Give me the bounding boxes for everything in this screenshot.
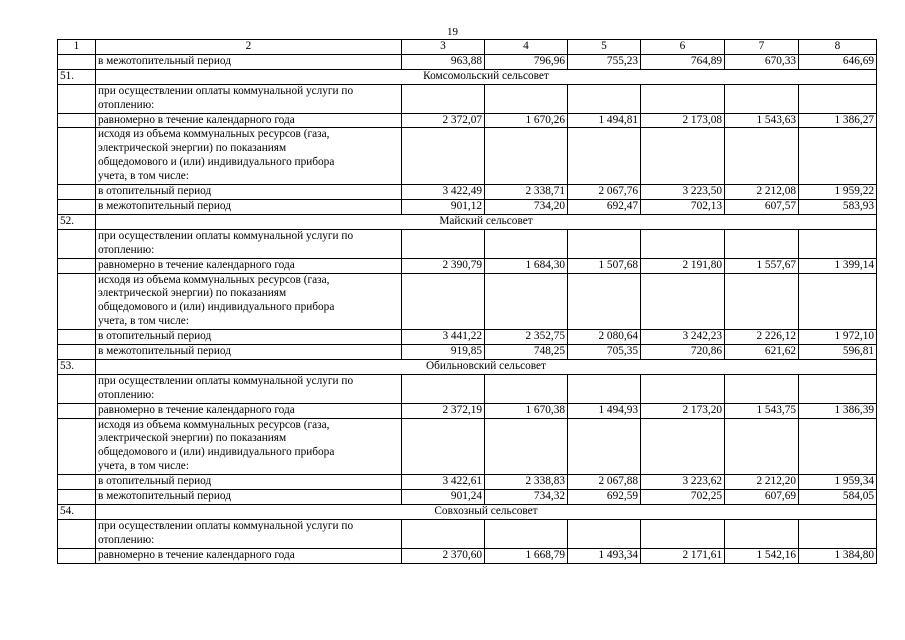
value-cell: 919,85	[402, 345, 485, 360]
empty-cell	[799, 229, 877, 258]
label-line: при осуществлении оплаты коммунальной услуги по	[98, 374, 354, 387]
section-title: Майский сельсовет	[96, 214, 877, 229]
empty-cell	[58, 330, 96, 345]
value-cell: 692,59	[568, 490, 641, 505]
value-cell: 646,69	[799, 54, 877, 69]
value-cell: 734,20	[485, 199, 568, 214]
value-cell: 705,35	[568, 345, 641, 360]
value-cell: 720,86	[641, 345, 725, 360]
label-line: отоплению:	[98, 533, 155, 546]
section-title: Комсомольский сельсовет	[96, 69, 877, 84]
value-cell: 1 386,27	[799, 113, 877, 128]
value-cell: 963,88	[402, 54, 485, 69]
empty-cell	[58, 418, 96, 475]
table-row	[58, 374, 877, 403]
empty-cell	[568, 519, 641, 548]
value-cell: 2 067,88	[568, 475, 641, 490]
value-cell: 1 557,67	[725, 258, 799, 273]
empty-cell	[402, 229, 485, 258]
value-cell: 1 494,93	[568, 403, 641, 418]
empty-cell	[641, 84, 725, 113]
section-number: 53.	[58, 359, 96, 374]
column-header: 4	[485, 40, 568, 55]
table-row	[58, 113, 877, 128]
tariff-table	[57, 39, 877, 564]
table-body	[58, 40, 877, 564]
empty-cell	[58, 229, 96, 258]
value-cell: 2 080,64	[568, 330, 641, 345]
empty-cell	[725, 229, 799, 258]
empty-cell	[58, 345, 96, 360]
empty-cell	[58, 374, 96, 403]
value-cell: 1 384,80	[799, 548, 877, 563]
table-row	[58, 273, 877, 330]
value-cell: 901,24	[402, 490, 485, 505]
empty-cell	[402, 418, 485, 475]
empty-cell	[485, 418, 568, 475]
column-header: 2	[96, 40, 402, 55]
label-line: отоплению:	[98, 243, 155, 256]
empty-cell	[485, 519, 568, 548]
header-row	[58, 40, 877, 55]
value-cell: 670,33	[725, 54, 799, 69]
empty-cell	[568, 374, 641, 403]
row-label: равномерно в течение календарного года	[96, 113, 402, 128]
row-label	[96, 273, 402, 330]
value-cell: 1 507,68	[568, 258, 641, 273]
row-label	[96, 229, 402, 258]
row-label	[96, 374, 402, 403]
value-cell: 1 959,34	[799, 475, 877, 490]
table-row	[58, 403, 877, 418]
table-row	[58, 548, 877, 563]
empty-cell	[58, 475, 96, 490]
empty-cell	[58, 113, 96, 128]
empty-cell	[799, 418, 877, 475]
empty-cell	[58, 548, 96, 563]
row-label: в отопительный период	[96, 185, 402, 200]
label-line: отоплению:	[98, 98, 155, 111]
empty-cell	[402, 128, 485, 185]
empty-cell	[485, 273, 568, 330]
value-cell: 1 684,30	[485, 258, 568, 273]
row-label: в отопительный период	[96, 330, 402, 345]
value-cell: 607,57	[725, 199, 799, 214]
empty-cell	[641, 418, 725, 475]
value-cell: 3 422,49	[402, 185, 485, 200]
section-header-row	[58, 359, 877, 374]
value-cell: 3 441,22	[402, 330, 485, 345]
empty-cell	[568, 128, 641, 185]
empty-cell	[725, 519, 799, 548]
row-label: в межотопительный период	[96, 490, 402, 505]
section-number: 52.	[58, 214, 96, 229]
page-number: 19	[447, 26, 458, 38]
value-cell: 2 171,61	[641, 548, 725, 563]
label-line: при осуществлении оплаты коммунальной услуги по	[98, 519, 354, 532]
empty-cell	[641, 128, 725, 185]
label-line: учета, в том числе:	[98, 315, 189, 328]
value-cell: 1 543,63	[725, 113, 799, 128]
row-label: равномерно в течение календарного года	[96, 548, 402, 563]
empty-cell	[402, 273, 485, 330]
empty-cell	[641, 229, 725, 258]
section-number: 51.	[58, 69, 96, 84]
empty-cell	[641, 273, 725, 330]
value-cell: 3 422,61	[402, 475, 485, 490]
empty-cell	[725, 374, 799, 403]
label-line: электрической энергии) по показаниям	[98, 432, 287, 445]
row-label	[96, 519, 402, 548]
row-label: в межотопительный период	[96, 345, 402, 360]
value-cell: 1 668,79	[485, 548, 568, 563]
row-label	[96, 418, 402, 475]
empty-cell	[799, 374, 877, 403]
empty-cell	[402, 519, 485, 548]
table-row	[58, 84, 877, 113]
label-line: электрической энергии) по показаниям	[98, 142, 287, 155]
section-header-row	[58, 69, 877, 84]
value-cell: 2 173,08	[641, 113, 725, 128]
value-cell: 1 543,75	[725, 403, 799, 418]
value-cell: 2 372,19	[402, 403, 485, 418]
table-row	[58, 185, 877, 200]
empty-cell	[58, 403, 96, 418]
empty-cell	[799, 84, 877, 113]
table-row	[58, 345, 877, 360]
value-cell: 2 212,08	[725, 185, 799, 200]
empty-cell	[58, 273, 96, 330]
column-header: 1	[58, 40, 96, 55]
table-row	[58, 418, 877, 475]
empty-cell	[568, 229, 641, 258]
section-title: Совхозный сельсовет	[96, 505, 877, 520]
empty-cell	[799, 128, 877, 185]
value-cell: 764,89	[641, 54, 725, 69]
value-cell: 2 191,80	[641, 258, 725, 273]
column-header: 6	[641, 40, 725, 55]
label-line: общедомового и (или) индивидуального прибора	[98, 301, 335, 314]
label-line: при осуществлении оплаты коммунальной услуги по	[98, 84, 354, 97]
empty-cell	[725, 273, 799, 330]
empty-cell	[485, 229, 568, 258]
section-header-row	[58, 214, 877, 229]
table-row	[58, 128, 877, 185]
table-row	[58, 199, 877, 214]
value-cell: 2 173,20	[641, 403, 725, 418]
value-cell: 702,13	[641, 199, 725, 214]
value-cell: 1 959,22	[799, 185, 877, 200]
value-cell: 2 212,20	[725, 475, 799, 490]
row-label: равномерно в течение календарного года	[96, 258, 402, 273]
empty-cell	[402, 84, 485, 113]
row-label: в межотопительный период	[96, 54, 402, 69]
label-line: учета, в том числе:	[98, 460, 189, 473]
table-row	[58, 519, 877, 548]
value-cell: 584,05	[799, 490, 877, 505]
label-line: исходя из объема коммунальных ресурсов (газа,	[98, 418, 330, 431]
label-line: общедомового и (или) индивидуального прибора	[98, 446, 335, 459]
value-cell: 734,32	[485, 490, 568, 505]
empty-cell	[58, 519, 96, 548]
label-line: исходя из объема коммунальных ресурсов (газа,	[98, 273, 330, 286]
label-line: при осуществлении оплаты коммунальной услуги по	[98, 229, 354, 242]
value-cell: 607,69	[725, 490, 799, 505]
value-cell: 621,62	[725, 345, 799, 360]
value-cell: 1 493,34	[568, 548, 641, 563]
value-cell: 2 338,71	[485, 185, 568, 200]
value-cell: 583,93	[799, 199, 877, 214]
section-header-row	[58, 505, 877, 520]
empty-cell	[58, 490, 96, 505]
value-cell: 796,96	[485, 54, 568, 69]
label-line: исходя из объема коммунальных ресурсов (газа,	[98, 128, 330, 141]
empty-cell	[58, 199, 96, 214]
value-cell: 1 542,16	[725, 548, 799, 563]
value-cell: 2 338,83	[485, 475, 568, 490]
value-cell: 596,81	[799, 345, 877, 360]
empty-cell	[485, 128, 568, 185]
empty-cell	[641, 374, 725, 403]
empty-cell	[725, 128, 799, 185]
table-row	[58, 490, 877, 505]
table-row	[58, 330, 877, 345]
column-header: 8	[799, 40, 877, 55]
empty-cell	[58, 128, 96, 185]
section-title: Обильновский сельсовет	[96, 359, 877, 374]
value-cell: 1 670,26	[485, 113, 568, 128]
empty-cell	[568, 418, 641, 475]
empty-cell	[725, 418, 799, 475]
value-cell: 1 670,38	[485, 403, 568, 418]
table-row	[58, 54, 877, 69]
section-number: 54.	[58, 505, 96, 520]
row-label: равномерно в течение календарного года	[96, 403, 402, 418]
value-cell: 2 372,07	[402, 113, 485, 128]
value-cell: 2 067,76	[568, 185, 641, 200]
value-cell: 1 386,39	[799, 403, 877, 418]
table-row	[58, 258, 877, 273]
column-header: 3	[402, 40, 485, 55]
value-cell: 3 223,62	[641, 475, 725, 490]
table-row	[58, 475, 877, 490]
label-line: учета, в том числе:	[98, 170, 189, 183]
label-line: общедомового и (или) индивидуального прибора	[98, 156, 335, 169]
row-label	[96, 84, 402, 113]
empty-cell	[799, 273, 877, 330]
value-cell: 2 370,60	[402, 548, 485, 563]
empty-cell	[568, 273, 641, 330]
value-cell: 1 399,14	[799, 258, 877, 273]
value-cell: 3 242,23	[641, 330, 725, 345]
empty-cell	[58, 185, 96, 200]
empty-cell	[641, 519, 725, 548]
empty-cell	[58, 84, 96, 113]
empty-cell	[568, 84, 641, 113]
value-cell: 3 223,50	[641, 185, 725, 200]
value-cell: 692,47	[568, 199, 641, 214]
value-cell: 702,25	[641, 490, 725, 505]
row-label: в межотопительный период	[96, 199, 402, 214]
empty-cell	[58, 258, 96, 273]
empty-cell	[58, 54, 96, 69]
empty-cell	[799, 519, 877, 548]
empty-cell	[725, 84, 799, 113]
empty-cell	[485, 84, 568, 113]
value-cell: 901,12	[402, 199, 485, 214]
empty-cell	[485, 374, 568, 403]
label-line: электрической энергии) по показаниям	[98, 287, 287, 300]
value-cell: 1 972,10	[799, 330, 877, 345]
value-cell: 748,25	[485, 345, 568, 360]
table-row	[58, 229, 877, 258]
column-header: 7	[725, 40, 799, 55]
row-label	[96, 128, 402, 185]
label-line: отоплению:	[98, 388, 155, 401]
column-header: 5	[568, 40, 641, 55]
value-cell: 2 226,12	[725, 330, 799, 345]
row-label: в отопительный период	[96, 475, 402, 490]
value-cell: 1 494,81	[568, 113, 641, 128]
value-cell: 2 352,75	[485, 330, 568, 345]
value-cell: 2 390,79	[402, 258, 485, 273]
empty-cell	[402, 374, 485, 403]
value-cell: 755,23	[568, 54, 641, 69]
